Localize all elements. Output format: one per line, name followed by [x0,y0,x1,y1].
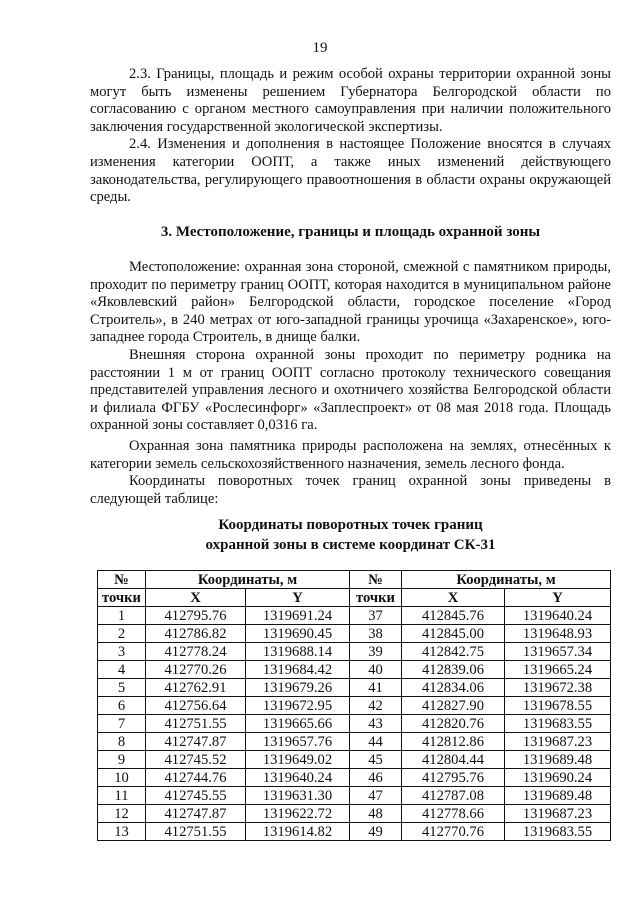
table-title-line-1: Координаты поворотных точек границ [218,517,483,533]
table-subheader-row [98,589,611,607]
location-paragraph: Местоположение: охранная зона стороной, смежной с памятником природы, проходит по периметру границ ООПТ, которая находится в муниципальном районе «Яковлевский район» Белгородской области, городское поселение «Город Строитель», в 240 метрах от юго-западной границы урочища «Захаренское», юго-западнее города Строитель, в днище балки. [90,259,611,346]
point-number-cell: 43 [350,715,402,733]
y-coordinate-cell: 1319683.55 [505,823,611,841]
point-number-cell: 40 [350,661,402,679]
point-number-cell: 39 [350,643,402,661]
point-number-cell: 6 [98,697,146,715]
table-title-line-2: охранной зоны в системе координат СК-31 [205,537,496,553]
table-row [98,769,611,787]
table-row [98,697,611,715]
y-coordinate-cell: 1319648.93 [505,625,611,643]
x-coordinate-cell: 412770.76 [402,823,505,841]
point-number-cell: 49 [350,823,402,841]
point-number-cell: 42 [350,697,402,715]
point-number-cell: 2 [98,625,146,643]
table-row [98,643,611,661]
point-number-cell: 8 [98,733,146,751]
y-coordinate-cell: 1319691.24 [246,607,350,625]
x-coordinate-cell: 412804.44 [402,751,505,769]
point-number-cell: 12 [98,805,146,823]
point-number-cell: 37 [350,607,402,625]
x-coordinate-cell: 412839.06 [402,661,505,679]
page-number: 19 [312,40,328,56]
point-number-cell: 1 [98,607,146,625]
table-row [98,679,611,697]
table-row [98,805,611,823]
point-number-cell: 3 [98,643,146,661]
y-coordinate-cell: 1319683.55 [505,715,611,733]
x-coordinate-cell: 412812.86 [402,733,505,751]
y-coordinate-cell: 1319688.14 [246,643,350,661]
table-row [98,733,611,751]
section-3-heading: 3. Местоположение, границы и площадь охранной зоны [160,224,541,240]
y-coordinate-cell: 1319672.95 [246,697,350,715]
x-coordinate-cell: 412795.76 [146,607,246,625]
header-coordinates: Координаты, м [146,571,350,589]
point-number-cell: 9 [98,751,146,769]
x-coordinate-cell: 412745.55 [146,787,246,805]
paragraph-2-3: 2.3. Границы, площадь и режим особой охраны территории охранной зоны могут быть изменены решением Губернатора Белгородской области по согласованию с органом местного самоуправления при наличии положительного заключения государственной экологической экспертизы. [90,66,611,135]
x-coordinate-cell: 412756.64 [146,697,246,715]
y-coordinate-cell: 1319665.24 [505,661,611,679]
x-coordinate-cell: 412795.76 [402,769,505,787]
header-x: X [146,589,246,607]
header-point-label: точки [98,589,146,607]
x-coordinate-cell: 412778.24 [146,643,246,661]
y-coordinate-cell: 1319684.42 [246,661,350,679]
paragraph-2-4: 2.4. Изменения и дополнения в настоящее Положение вносятся в случаях изменения категории ООПТ, а также иных изменений действующего законодательства, регулирующего правоотношения в области охраны окружающей среды. [90,136,611,206]
x-coordinate-cell: 412751.55 [146,823,246,841]
table-row [98,787,611,805]
boundary-paragraph: Внешняя сторона охранной зоны проходит по периметру родника на расстоянии 1 м от границ ООПТ согласно протоколу технического совещания представителей управления лесного и охотничего хозяйства Белгородской области и филиала ФГБУ «Рослесинфорг» «Заплеспроект» от 08 мая 2018 года. Площадь охранной зоны составляет 0,0316 га. [90,346,611,434]
header-x: X [402,589,505,607]
x-coordinate-cell: 412787.08 [402,787,505,805]
point-number-cell: 7 [98,715,146,733]
point-number-cell: 44 [350,733,402,751]
x-coordinate-cell: 412762.91 [146,679,246,697]
x-coordinate-cell: 412845.00 [402,625,505,643]
y-coordinate-cell: 1319614.82 [246,823,350,841]
y-coordinate-cell: 1319657.34 [505,643,611,661]
y-coordinate-cell: 1319622.72 [246,805,350,823]
y-coordinate-cell: 1319689.48 [505,787,611,805]
header-point-label: точки [350,589,402,607]
x-coordinate-cell: 412820.76 [402,715,505,733]
header-point-number: № [98,571,146,589]
table-header-row [98,571,611,589]
coordinates-table [97,570,611,841]
y-coordinate-cell: 1319689.48 [505,751,611,769]
x-coordinate-cell: 412747.87 [146,733,246,751]
point-number-cell: 13 [98,823,146,841]
x-coordinate-cell: 412845.76 [402,607,505,625]
y-coordinate-cell: 1319678.55 [505,697,611,715]
point-number-cell: 38 [350,625,402,643]
x-coordinate-cell: 412745.52 [146,751,246,769]
table-body [98,607,611,841]
point-number-cell: 10 [98,769,146,787]
land-category-paragraph: Охранная зона памятника природы расположена на землях, отнесённых к категории земель сельскохозяйственного назначения, земель лесного фонда. [90,437,611,472]
y-coordinate-cell: 1319679.26 [246,679,350,697]
y-coordinate-cell: 1319690.24 [505,769,611,787]
x-coordinate-cell: 412744.76 [146,769,246,787]
point-number-cell: 41 [350,679,402,697]
table-row [98,751,611,769]
header-y: Y [505,589,611,607]
header-coordinates: Координаты, м [402,571,611,589]
x-coordinate-cell: 412827.90 [402,697,505,715]
y-coordinate-cell: 1319640.24 [246,769,350,787]
table-row [98,625,611,643]
y-coordinate-cell: 1319631.30 [246,787,350,805]
header-y: Y [246,589,350,607]
y-coordinate-cell: 1319690.45 [246,625,350,643]
coordinates-intro-paragraph: Координаты поворотных точек границ охранной зоны приведены в следующей таблице: [90,473,611,507]
y-coordinate-cell: 1319687.23 [505,805,611,823]
point-number-cell: 47 [350,787,402,805]
point-number-cell: 45 [350,751,402,769]
header-point-number: № [350,571,402,589]
y-coordinate-cell: 1319672.38 [505,679,611,697]
y-coordinate-cell: 1319687.23 [505,733,611,751]
y-coordinate-cell: 1319640.24 [505,607,611,625]
point-number-cell: 46 [350,769,402,787]
point-number-cell: 5 [98,679,146,697]
table-row [98,715,611,733]
point-number-cell: 48 [350,805,402,823]
x-coordinate-cell: 412747.87 [146,805,246,823]
x-coordinate-cell: 412786.82 [146,625,246,643]
table-row [98,823,611,841]
table-title [90,515,611,555]
x-coordinate-cell: 412751.55 [146,715,246,733]
table-row [98,661,611,679]
section-2-text [90,66,611,207]
y-coordinate-cell: 1319665.66 [246,715,350,733]
x-coordinate-cell: 412778.66 [402,805,505,823]
x-coordinate-cell: 412842.75 [402,643,505,661]
section-3-text [90,259,611,508]
x-coordinate-cell: 412770.26 [146,661,246,679]
point-number-cell: 4 [98,661,146,679]
table-row [98,607,611,625]
y-coordinate-cell: 1319657.76 [246,733,350,751]
point-number-cell: 11 [98,787,146,805]
y-coordinate-cell: 1319649.02 [246,751,350,769]
x-coordinate-cell: 412834.06 [402,679,505,697]
